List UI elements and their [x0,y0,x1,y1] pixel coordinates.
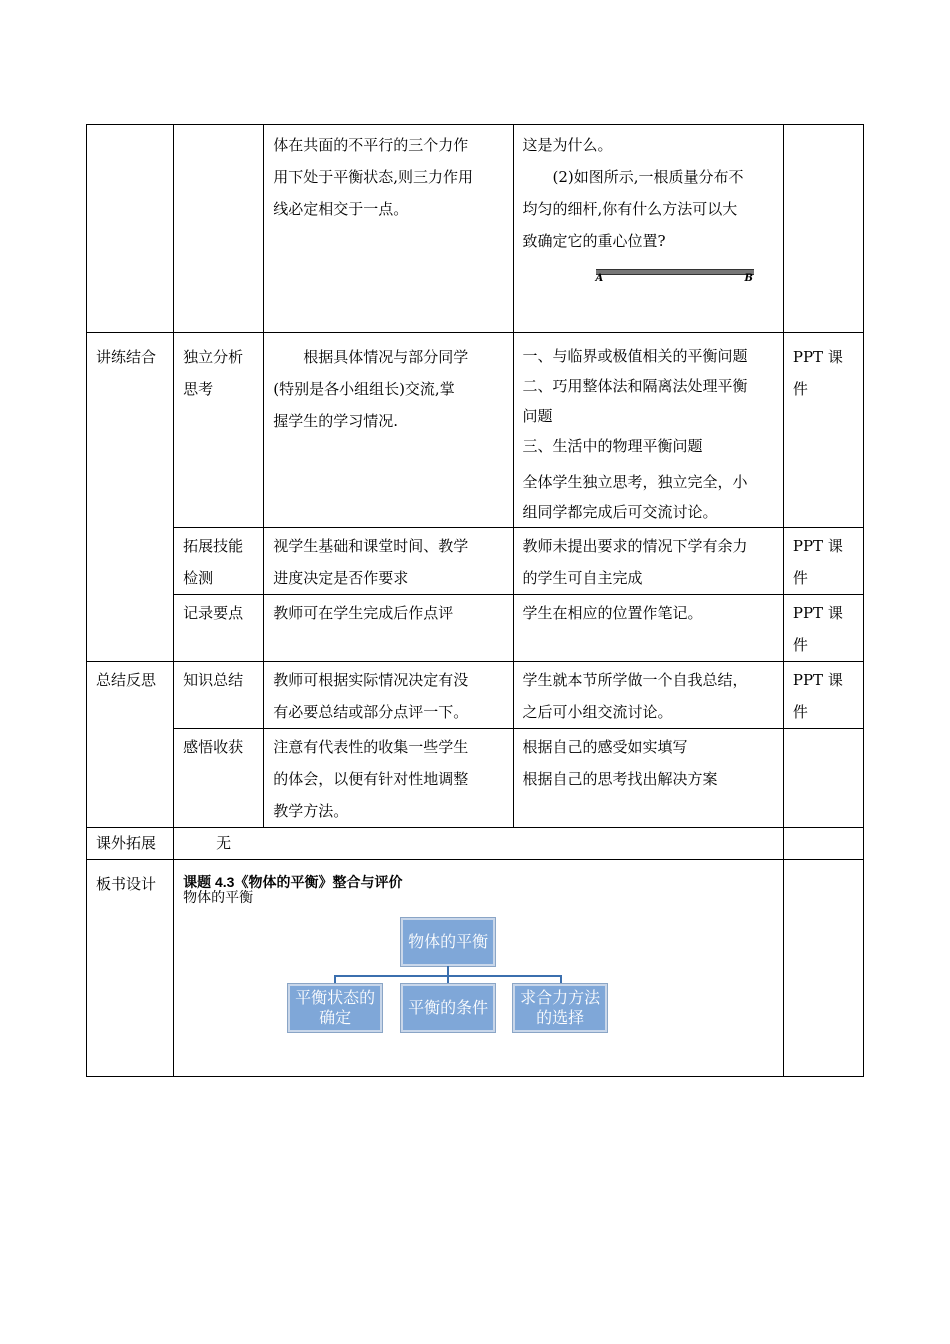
resource-cell-empty [783,125,863,333]
extension-text: 无 [216,834,232,852]
student-activity-cell [513,333,783,528]
resource-cell [783,528,863,595]
stage-label: 板书设计 [96,875,157,893]
text-line: 组同学都完成后可交流讨论。 [522,503,718,521]
text-line: 全体学生独立思考，独立完全，小 [522,473,748,491]
text-line: PPT 课 [792,348,843,366]
stage-cell-summary [87,662,174,828]
concept-diagram [183,904,775,1054]
student-activity-cell [513,528,783,595]
student-activity-cell [513,595,783,662]
connector-line [447,975,449,983]
text-line: PPT 课 [792,671,843,689]
text-line: 件 [792,703,808,721]
text-line: 用下处于平衡状态,则三力作用 [273,168,473,186]
diagram-child-label: 的选择 [536,1008,585,1027]
text-line: 记录要点 [183,604,244,622]
text-line: 件 [792,380,808,398]
teacher-activity-cell [264,729,513,828]
student-activity-cell [513,729,783,828]
text-line: 握学生的学习情况. [273,412,398,430]
diagram-root-label: 物体的平衡 [408,932,489,951]
text-line: 根据具体情况与部分同学 [303,348,469,366]
text-line: 之后可小组交流讨论。 [522,703,673,721]
text-line: 思考 [183,380,214,398]
resource-cell [783,595,863,662]
text-line: 一、与临界或极值相关的平衡问题 [522,347,748,365]
text-line: PPT 课 [792,537,843,555]
activity-name-cell [174,528,264,595]
text-line: 有必要总结或部分点评一下。 [273,703,469,721]
diagram-child-box [288,984,382,1032]
text-line: 体在共面的不平行的三个力作 [273,136,469,154]
resource-cell-empty [783,729,863,828]
text-line: 教学方法。 [273,802,349,820]
activity-name-cell [174,662,264,729]
activity-name-cell [174,595,264,662]
extension-content-cell [174,828,784,860]
table-row-continuation [87,125,864,333]
teacher-activity-cell [264,125,513,333]
rod-figure [523,261,775,291]
text-line: 检测 [183,569,214,587]
resource-cell-empty [783,828,863,860]
text-line: 进度决定是否作要求 [273,569,409,587]
student-activity-cell [513,662,783,729]
text-line: 教师可根据实际情况决定有没 [273,671,469,689]
text-line: 感悟收获 [183,738,244,756]
teacher-activity-cell [264,662,513,729]
stage-cell-practice [87,333,174,662]
resource-cell [783,662,863,729]
rod-label-a: A [595,273,604,284]
stage-cell-empty [87,125,174,333]
text-line: 三、生活中的物理平衡问题 [522,437,703,455]
diagram-child-label: 平衡状态的 [295,988,376,1007]
text-line: 注意有代表性的收集一些学生 [273,738,469,756]
table-row-summary-2 [87,729,864,828]
diagram-child-label: 平衡的条件 [408,998,489,1017]
diagram-child-box [401,984,495,1032]
text-line: PPT 课 [792,604,843,622]
text-line: 知识总结 [183,671,244,689]
diagram-child-label: 确定 [319,1008,352,1027]
stage-cell-extension [87,828,174,860]
stage-label: 总结反思 [96,671,157,689]
diagram-root-box [401,918,495,966]
text-line: 均匀的细杆,你有什么方法可以大 [522,200,738,218]
text-line: 拓展技能 [183,537,244,555]
board-title: 课题 4.3《物体的平衡》整合与评价 [183,874,403,890]
text-line: 问题 [522,407,553,425]
student-activity-cell [513,125,783,333]
table-row-summary-1 [87,662,864,729]
activity-name-cell [174,333,264,528]
board-design-cell [174,860,784,1077]
text-line: 学生在相应的位置作笔记。 [522,604,703,622]
activity-cell-empty [174,125,264,333]
text-line: 根据自己的感受如实填写 [522,738,688,756]
rod-bar [596,269,754,275]
connector-line [334,975,336,983]
board-subtitle: 物体的平衡 [183,889,254,905]
activity-name-cell [174,729,264,828]
text-line: 视学生基础和课堂时间、教学 [273,537,469,555]
text-line: (特别是各小组组长)交流,掌 [273,380,455,398]
table-row-practice-1 [87,333,864,528]
text-line: 根据自己的思考找出解决方案 [522,770,718,788]
stage-cell-board [87,860,174,1077]
teacher-activity-cell [264,528,513,595]
text-line: 二、巧用整体法和隔离法处理平衡 [522,377,748,395]
text-line: 致确定它的重心位置? [522,232,666,250]
text-line: 独立分析 [183,348,244,366]
text-line: 线必定相交于一点。 [273,200,409,218]
teacher-activity-cell [264,333,513,528]
text-line: 的学生可自主完成 [522,569,643,587]
text-line: 教师可在学生完成后作点评 [273,604,454,622]
text-line: 件 [792,636,808,654]
text-line: 学生就本节所学做一个自我总结， [522,671,748,689]
teacher-activity-cell [264,595,513,662]
connector-line [560,975,562,983]
table-row-practice-3 [87,595,864,662]
text-line: 件 [792,569,808,587]
lesson-plan-table [86,124,864,1077]
text-line: 教师未提出要求的情况下学有余力 [522,537,748,555]
table-row-board [87,860,864,1077]
resource-cell-empty [783,860,863,1077]
stage-label: 讲练结合 [96,348,157,366]
text-line: (2)如图所示,一根质量分布不 [552,168,744,186]
text-line: 这是为什么。 [522,136,613,154]
rod-label-b: B [744,273,753,284]
table-row-extension [87,828,864,860]
resource-cell [783,333,863,528]
stage-label: 课外拓展 [96,834,157,852]
text-line: 的体会，以便有针对性地调整 [273,770,469,788]
diagram-child-label: 求合力方法 [520,988,601,1007]
diagram-child-box [513,984,607,1032]
table-row-practice-2 [87,528,864,595]
